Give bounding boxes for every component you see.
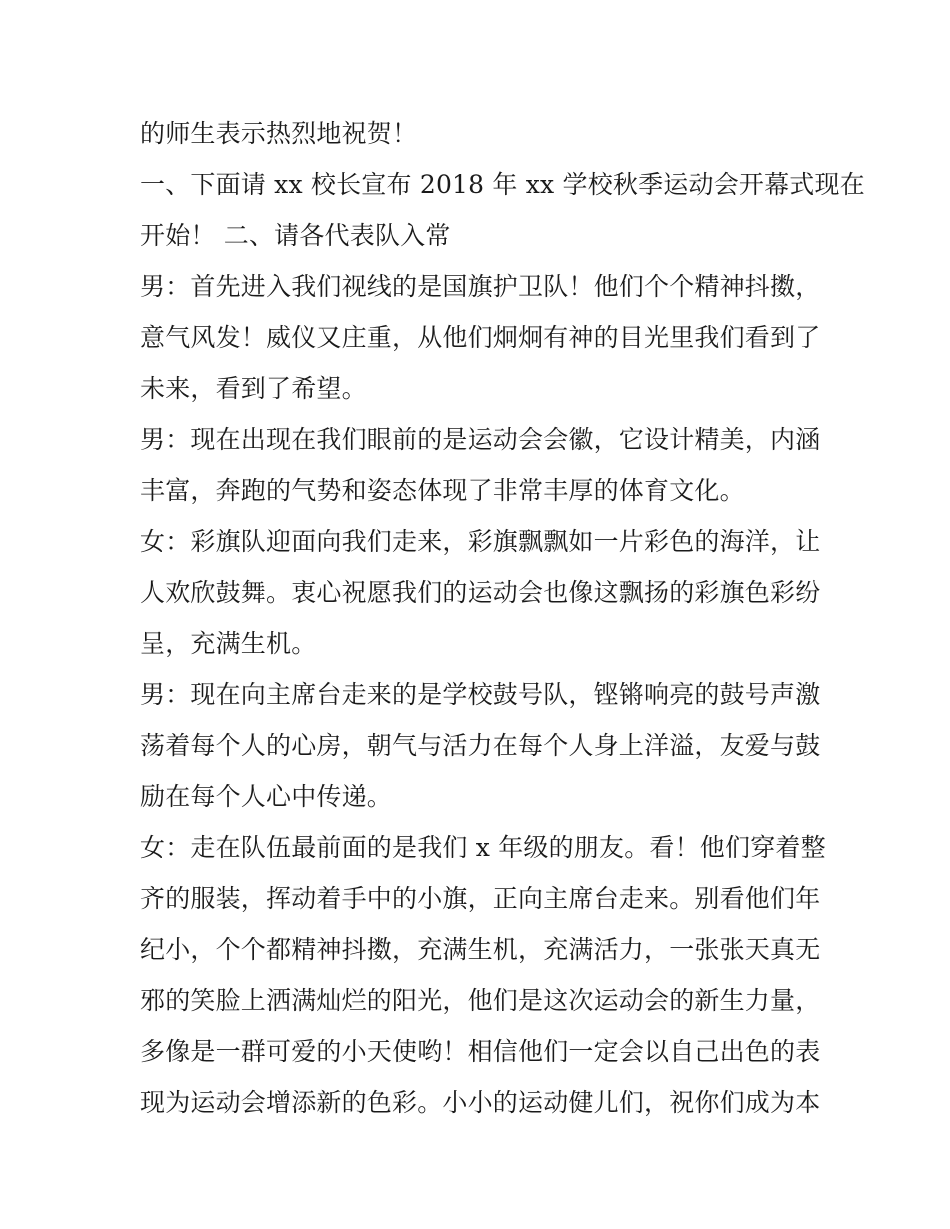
text-line: 男：现在出现在我们眼前的是运动会会徽，它设计精美，内涵 <box>140 425 821 454</box>
text-line: 现为运动会增添新的色彩。小小的运动健儿们，祝你们成为本 <box>140 1088 821 1117</box>
text-line: 齐的服装，挥动着手中的小旗，正向主席台走来。别看他们年 <box>140 884 821 913</box>
text-line: 人欢欣鼓舞。衷心祝愿我们的运动会也像这飘扬的彩旗色彩纷 <box>140 578 821 607</box>
text-line: 励在每个人心中传递。 <box>140 782 393 811</box>
text-line: 呈，充满生机。 <box>140 629 317 658</box>
text-line: 一、下面请 xx 校长宣布 2018 年 xx 学校秋季运动会开幕式现在 <box>140 170 865 199</box>
text-line: 丰富，奔跑的气势和姿态体现了非常丰厚的体育文化。 <box>140 476 745 505</box>
text-line: 女：走在队伍最前面的是我们 x 年级的朋友。看！他们穿着整 <box>140 833 826 862</box>
text-line: 男：现在向主席台走来的是学校鼓号队，铿锵响亮的鼓号声激 <box>140 680 821 709</box>
text-line: 意气风发！威仪又庄重，从他们炯炯有神的目光里我们看到了 <box>140 323 821 352</box>
text-line: 的师生表示热烈地祝贺！ <box>140 119 418 148</box>
text-line: 女：彩旗队迎面向我们走来，彩旗飘飘如一片彩色的海洋，让 <box>140 527 821 556</box>
text-line: 荡着每个人的心房，朝气与活力在每个人身上洋溢，友爱与鼓 <box>140 731 821 760</box>
text-line: 邪的笑脸上洒满灿烂的阳光，他们是这次运动会的新生力量， <box>140 986 821 1015</box>
text-line: 未来，看到了希望。 <box>140 374 367 403</box>
text-line: 男：首先进入我们视线的是国旗护卫队！他们个个精神抖擞， <box>140 272 821 301</box>
text-line: 多像是一群可爱的小天使哟！相信他们一定会以自己出色的表 <box>140 1037 821 1066</box>
document-body <box>140 108 865 1128</box>
text-line: 开始！ 二、请各代表队入常 <box>140 221 451 250</box>
text-line: 纪小，个个都精神抖擞，充满生机，充满活力，一张张天真无 <box>140 935 821 964</box>
